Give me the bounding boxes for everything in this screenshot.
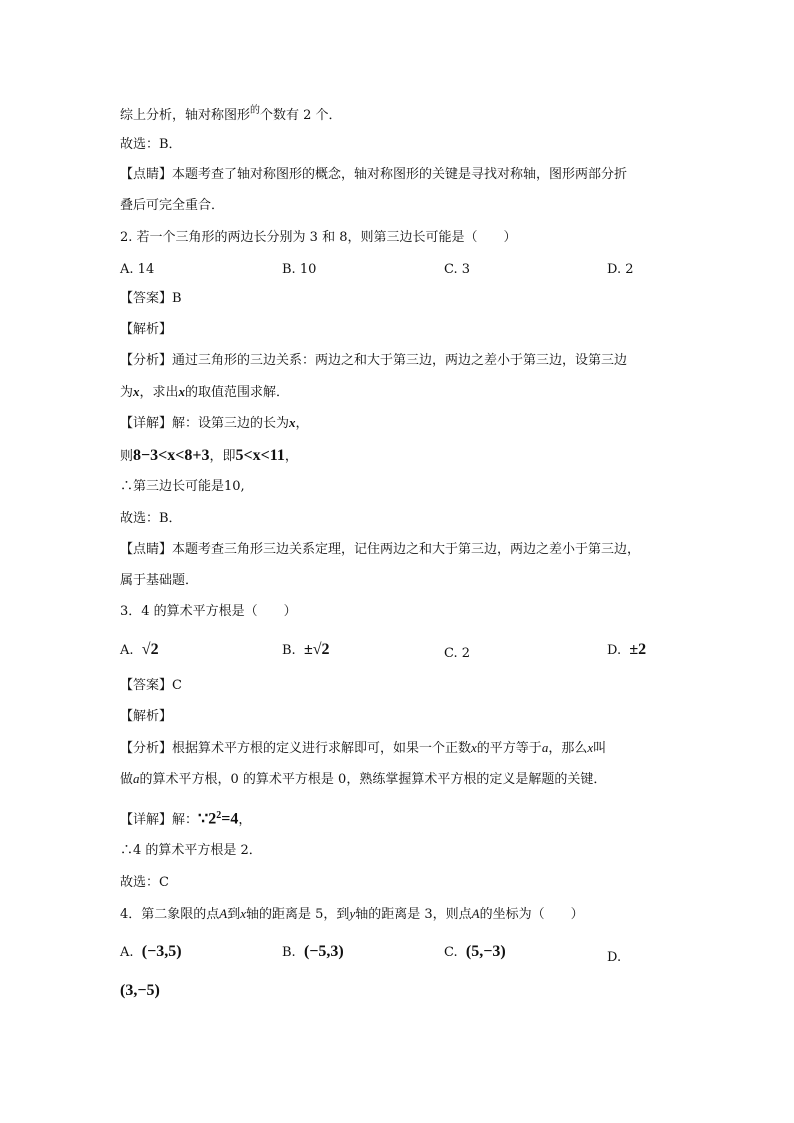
variable-x: x	[289, 415, 296, 430]
point-a: A	[219, 906, 228, 921]
option-value: √2	[141, 641, 159, 658]
option-label: B.	[282, 945, 296, 960]
text: 轴的距离是 5，到	[246, 907, 350, 922]
option-value: 14	[137, 262, 155, 277]
summary-line	[120, 105, 342, 125]
q2-analysis: 【分析】通过三角形的三边关系：两边之和大于第三边，两边之差小于第三边，设第三边	[120, 353, 628, 368]
option-label: C.	[444, 646, 458, 661]
q4-option-a	[120, 944, 182, 961]
option-value: (−3,5)	[141, 943, 182, 960]
q2-conclusion: ∴第三边长可能是10,	[120, 479, 245, 494]
q2-analysis-2	[120, 384, 289, 401]
question-4	[120, 906, 584, 923]
option-label: D.	[607, 643, 622, 658]
text: 做	[120, 772, 134, 787]
summary-text: 综上分析，轴对称图形	[120, 108, 251, 123]
question-3: 3．4 的算术平方根是（ ）	[120, 604, 297, 619]
q2-answer: 【答案】B	[120, 291, 182, 306]
because-symbol: ∵	[198, 810, 209, 828]
text: 的取值范围求解．	[185, 385, 290, 400]
text: ，求出	[139, 385, 179, 400]
option-value: ±√2	[303, 641, 330, 658]
option-label: C.	[444, 262, 458, 277]
q3-detail	[120, 808, 251, 828]
text: 【详解】解：	[120, 812, 199, 828]
option-label: B.	[282, 643, 296, 658]
option-value: ±2	[629, 641, 647, 658]
option-value: 10	[299, 262, 317, 277]
q4-option-c	[444, 944, 506, 961]
point-a: A	[471, 906, 480, 921]
question-2: 2. 若一个三角形的两边长分别为 3 和 8，则第三边长可能是（ ）	[120, 230, 517, 245]
equation-base: 2	[208, 810, 217, 828]
variable-y: y	[349, 906, 356, 921]
text: 叫	[593, 741, 607, 756]
q2-inequality	[120, 448, 298, 465]
text: 的平方等于	[476, 741, 542, 756]
text: 【分析】根据算术平方根的定义进行求解即可，如果一个正数	[120, 741, 472, 756]
option-value: 2	[461, 646, 471, 661]
q3-option-d	[607, 642, 646, 659]
variable-x: x	[133, 384, 140, 399]
text: 到	[227, 907, 241, 922]
q2-analysis-heading: 【解析】	[120, 322, 173, 337]
option-label: A.	[120, 643, 134, 658]
q3-choice: 故选：C	[120, 875, 169, 890]
text: ，即	[209, 449, 236, 464]
q3-option-b	[282, 642, 330, 659]
text: ，那么	[548, 741, 588, 756]
q3-option-a	[120, 642, 159, 659]
option-label: B.	[282, 262, 296, 277]
summary-count: 个数有 2 个．	[260, 108, 342, 123]
text: ，	[284, 449, 298, 464]
summary-raised-char: 的	[250, 105, 261, 116]
q2-option-b	[282, 262, 316, 278]
comment-line: 【点睛】本题考查了轴对称图形的概念，轴对称图形的关键是寻找对称轴，图形两部分折	[120, 167, 628, 182]
text: 4．第二象限的点	[120, 907, 220, 922]
q2-detail	[120, 415, 309, 432]
inequality-2: 5<x<11	[235, 447, 285, 464]
q3-analysis-heading: 【解析】	[120, 709, 173, 724]
q4-option-d-value	[120, 983, 160, 1000]
variable-x: x	[178, 384, 186, 399]
option-label: C.	[444, 945, 458, 960]
option-value: 3	[461, 262, 471, 277]
comment-line-2: 叠后可完全重合．	[120, 198, 225, 213]
variable-x: x	[240, 906, 247, 921]
option-label: A.	[120, 945, 134, 960]
q2-choice: 故选：B．	[120, 511, 182, 526]
variable-a: a	[541, 740, 549, 755]
option-label: A.	[120, 262, 134, 277]
text: 轴的距离是 3，则点	[355, 907, 472, 922]
inequality-1: 8−3<x<8+3	[133, 447, 210, 464]
q3-option-c	[444, 646, 470, 662]
q2-comment-2: 属于基础题．	[120, 573, 199, 588]
text: ，	[295, 416, 309, 431]
option-label: D.	[607, 262, 622, 277]
q2-comment: 【点睛】本题考查三角形三边关系定理，记住两边之和大于第三边，两边之差小于第三边，	[120, 542, 641, 557]
text: 【详解】解：设第三边的长为	[120, 416, 290, 431]
text: 的坐标为（ ）	[479, 907, 584, 922]
q3-answer: 【答案】C	[120, 678, 182, 693]
option-value: (5,−3)	[465, 943, 506, 960]
equation-rest: =4	[221, 810, 239, 828]
variable-x: x	[471, 740, 477, 755]
q4-option-b	[282, 944, 344, 961]
variable-x: x	[587, 740, 594, 755]
answer-choice-line: 故选：B．	[120, 137, 182, 152]
q2-option-c	[444, 262, 470, 278]
equation-exponent: 2	[216, 810, 222, 821]
q3-analysis-2	[120, 771, 606, 788]
q2-option-d	[607, 262, 634, 278]
option-value: 2	[625, 262, 634, 277]
text: 为	[120, 385, 134, 400]
text: 的算术平方根，0 的算术平方根是 0，熟练掌握算术平方根的定义是解题的关键．	[139, 772, 607, 787]
q4-option-d-label: D.	[607, 950, 622, 965]
option-value: (3,−5)	[120, 982, 160, 999]
text: 则	[120, 449, 134, 464]
q3-conclusion: ∴4 的算术平方根是 2．	[120, 843, 262, 858]
q2-option-a	[120, 262, 154, 278]
option-value: (−5,3)	[303, 943, 344, 960]
variable-a: a	[133, 771, 140, 786]
q3-analysis	[120, 740, 606, 757]
text: ，	[238, 812, 252, 828]
